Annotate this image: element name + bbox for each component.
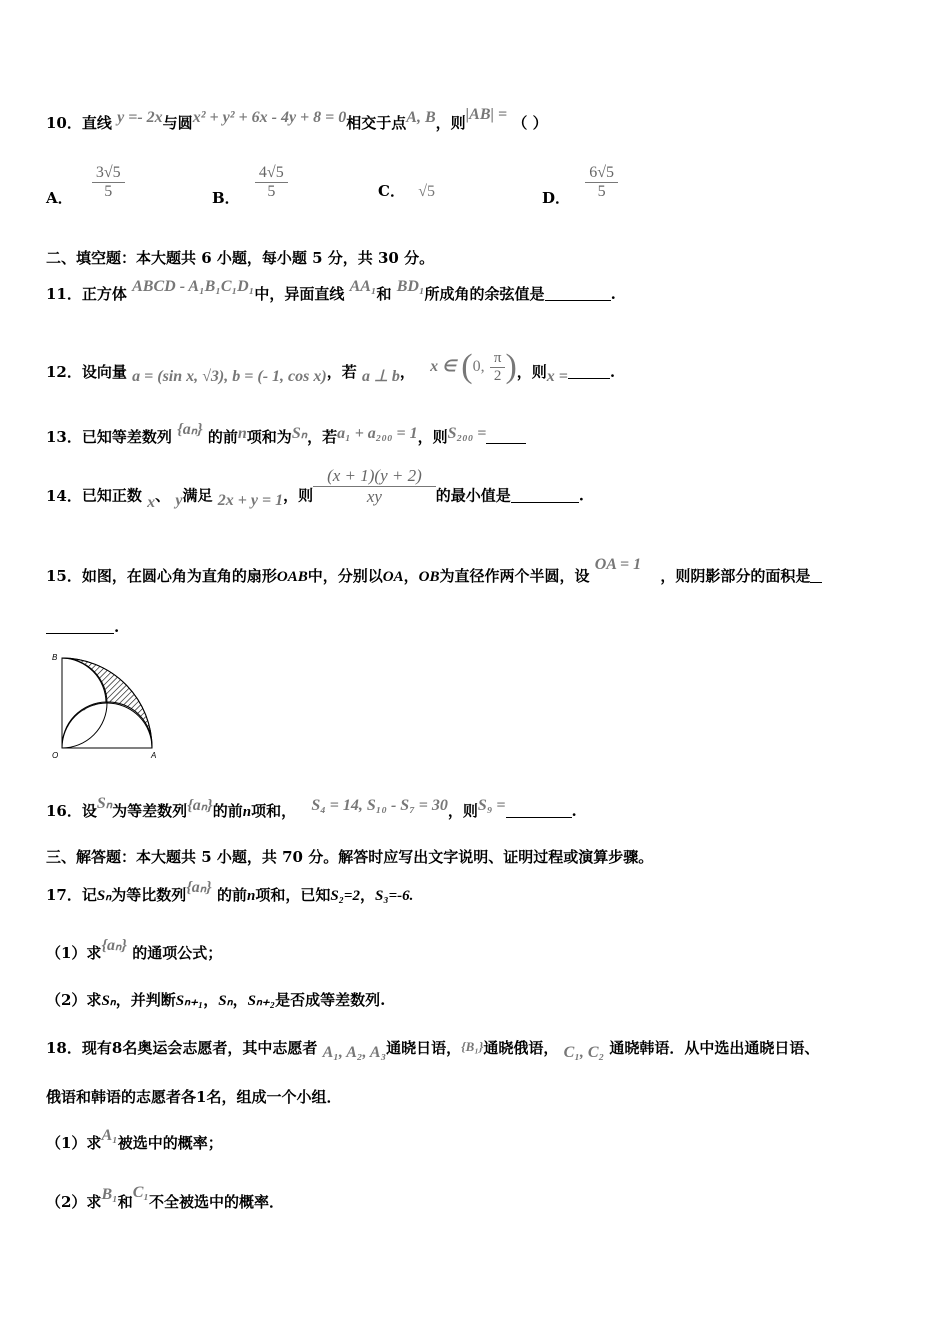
q10-option-b: B． $\frac{4√5}{5}$	[212, 164, 288, 201]
q15-answer-blank[interactable]	[46, 619, 114, 634]
q14-answer-blank[interactable]	[511, 488, 579, 503]
q10-option-a: A． $\frac{3√5}{5}$	[46, 164, 125, 201]
question-10: 10．直线 y =- 2x与圆x² + y² + 6x - 4y + 8 = 0相交于点A, B，则|AB| = （ ）	[46, 106, 548, 132]
q10-option-c: C． √5	[378, 182, 435, 200]
question-11: 11．正方体 ABCD - A₁B₁C₁D₁中，异面直线 AA₁和 BD₁所成角的余弦值是 .	[46, 278, 616, 303]
section-2-heading: 二、填空题：本大题共 6 小题，每小题 5 分，共 30 分。	[46, 249, 435, 267]
question-18-part-2: （2）求B₁和C₁不全被选中的概率．	[46, 1184, 284, 1211]
question-17-part-1: （1）求{aₙ} 的通项公式；	[46, 937, 223, 962]
q10-number: 10．	[46, 114, 82, 132]
label-a: A	[151, 751, 157, 760]
question-17: 17．记Sₙ为等比数列{aₙ} 的前n项和，已知S₂=2，S₃=-6.	[46, 879, 414, 904]
label-o: O	[52, 751, 59, 760]
q10-option-d: D． $\frac{6√5}{5}$	[542, 164, 618, 201]
question-15: 15．如图，在圆心角为直角的扇形OAB中，分别以OA，OB为直径作两个半圆，设 OA = 1 ，则阴影部分的面积是	[46, 565, 822, 586]
question-17-part-2: （2）求Sₙ，并判断Sₙ₊₁，Sₙ，Sₙ₊₂是否成等差数列.	[46, 991, 386, 1009]
question-18: 18．现有8名奥运会志愿者，其中志愿者 A₁, A₂, A₃通晓日语，{B₁}通晓俄语， C₁, C₂ 通晓韩语．从中选出通晓日语、	[46, 1039, 820, 1061]
question-18-line-2: 俄语和韩语的志愿者各1名，组成一个小组．	[46, 1088, 342, 1106]
label-b: B	[52, 653, 58, 662]
q16-answer-blank[interactable]	[506, 803, 572, 818]
question-18-part-1: （1）求A₁被选中的概率；	[46, 1127, 223, 1152]
question-16: 16．设Sₙ为等差数列{aₙ}的前n项和， S₄ = 14, S₁₀ - S₇ = 30，则S₉ = .	[46, 795, 577, 820]
section-3-heading: 三、解答题：本大题共 5 小题，共 70 分。解答时应写出文字说明、证明过程或演算步骤。	[46, 848, 654, 866]
q11-answer-blank[interactable]	[545, 286, 611, 301]
question-12: 12．设向量 a = (sin x, √3), b = (- 1, cos x)，若 a ⊥ b， x ∈ (0, $\frac{\pi}{2}$ )，则x = .	[46, 348, 616, 385]
q12-answer-blank[interactable]	[568, 364, 610, 379]
question-14: 14．已知正数 x、 y满足 2x + y = 1，则 $\frac{(x + 1)(y + 2)}{xy}$ 的最小值是 .	[46, 466, 585, 511]
q13-answer-blank[interactable]	[486, 429, 526, 444]
sector-figure	[48, 650, 168, 762]
question-15-continued: .	[46, 618, 119, 636]
question-13: 13．已知等差数列 {aₙ} 的前n项和为Sₙ，若a₁ + a₂₀₀ = 1，则S₂₀₀ =	[46, 426, 526, 447]
